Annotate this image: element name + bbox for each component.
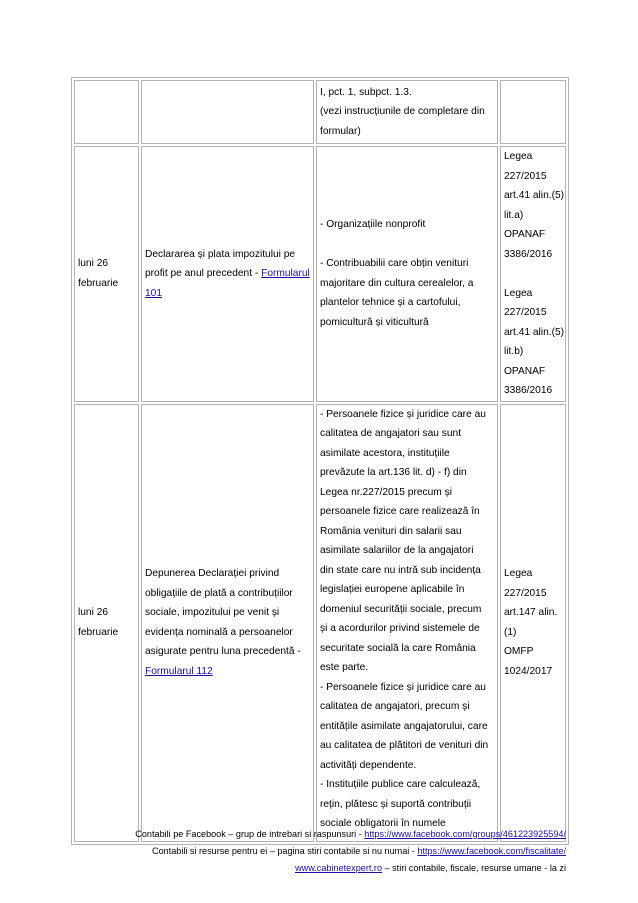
who-line: - Instituțiile publice care calculează,: [320, 779, 481, 790]
who-line: România venituri din salarii sau: [320, 525, 462, 537]
who-cell: [316, 404, 498, 842]
law-line: 227/2015: [504, 307, 547, 318]
law-cell: [500, 146, 566, 402]
law-line: 1024/2017: [504, 665, 553, 677]
who-line: este parte.: [320, 662, 369, 673]
obligations-table: [71, 77, 569, 845]
who-line: calitatea de angajatori sau sunt: [320, 428, 462, 439]
description-line: sociale, impozitului pe venit și: [145, 607, 280, 618]
who-line: entitățile asimilate angajatorului, care: [320, 720, 488, 732]
table-row: [74, 404, 566, 842]
date-cell: [74, 404, 139, 842]
date-cell: [74, 146, 139, 402]
who-line: I, pct. 1, subpct. 1.3.: [320, 86, 412, 98]
who-line: persoanele fizice care realizează în: [320, 506, 480, 517]
law-line: OMFP: [504, 646, 534, 657]
law-line: Legea: [504, 287, 533, 299]
law-cell: [500, 80, 566, 144]
description-line: asigurate pentru luna precedentă -: [145, 646, 301, 657]
facebook-page-link[interactable]: https://www.facebook.com/fiscalitate/: [417, 846, 566, 856]
law-line: OPANAF: [504, 365, 546, 377]
table-row: [74, 80, 566, 144]
law-line: art.41 alin.(5): [504, 326, 565, 338]
date-line: luni 26: [78, 258, 109, 270]
spacer: [504, 264, 562, 284]
law-line: lit.b): [504, 346, 524, 357]
who-line: asimilate salariilor de la angajatori: [320, 545, 474, 556]
law-line: 3386/2016: [504, 385, 553, 396]
who-line: formular): [320, 125, 361, 137]
law-cell: [500, 404, 566, 842]
who-line: plantelor tehnice și a cartofului,: [320, 297, 461, 309]
who-line: calitatea de angajatori, precum și: [320, 701, 470, 712]
who-cell: [316, 146, 498, 402]
law-line: (1): [504, 626, 517, 638]
who-line: rețin, plătesc și suportă contribuții: [320, 798, 472, 810]
law-line: art.41 alin.(5): [504, 190, 565, 201]
description-line: obligațiile de plată a contribuțiilor: [145, 587, 293, 599]
footer-text: Contabili pe Facebook – grup de intrebari si raspunsuri -: [135, 829, 365, 839]
who-line: activități dependente.: [320, 759, 417, 771]
who-line: - Persoanele fizice și juridice care au: [320, 408, 486, 420]
description-label: Declararea și plata impozitului pe profit pe anul precedent -: [145, 248, 296, 279]
who-cell: [316, 80, 498, 144]
page-footer: [135, 826, 566, 877]
law-line: Legea: [504, 151, 533, 162]
footer-text: Contabili si resurse pentru ei – pagina stiri contabile si nu numai -: [152, 846, 418, 856]
who-line: majoritare din cultura cerealelor, a: [320, 277, 474, 289]
who-line: securitate socială la care România: [320, 642, 476, 654]
date-line: luni 26: [78, 607, 109, 618]
who-line: - Contribuabilii care obțin venituri: [320, 258, 469, 270]
description-line: Depunerea Declarației privind: [145, 568, 280, 579]
law-line: Legea: [504, 568, 533, 579]
description-line: [145, 662, 310, 682]
who-line: prevăzute la art.136 lit. d) - f) din: [320, 467, 467, 478]
date-cell: [74, 80, 139, 144]
description-line: evidența nominală a persoanelor: [145, 626, 293, 638]
footer-line: [135, 860, 566, 877]
description-cell: [141, 80, 314, 144]
who-line: din state care nu intră sub incidența: [320, 564, 481, 576]
facebook-group-link[interactable]: https://www.facebook.com/groups/461223925594/: [364, 829, 566, 839]
law-line: 227/2015: [504, 587, 547, 599]
who-line: - Persoanele fizice și juridice care au: [320, 681, 486, 693]
law-line: 227/2015: [504, 170, 547, 182]
footer-text: – stiri contabile, fiscale, resurse umane - la zi: [382, 863, 566, 873]
who-line: legislației europene aplicabile în: [320, 584, 465, 595]
date-line: februarie: [78, 277, 119, 289]
formular-112-link[interactable]: Formularul 112: [145, 665, 213, 677]
formular-101-link[interactable]: Formularul 101: [145, 268, 310, 299]
who-line: - Organizațiile nonprofit: [320, 219, 426, 231]
spacer: [320, 235, 494, 255]
law-line: 3386/2016: [504, 248, 553, 260]
who-line: Legea nr.227/2015 precum și: [320, 486, 452, 498]
who-line: (vezi instrucțiunile de completare din: [320, 106, 485, 118]
description-cell: [141, 404, 314, 842]
who-line: domeniul securității sociale, precum: [320, 603, 482, 615]
website-link[interactable]: www.cabinetexpert.ro: [295, 863, 383, 873]
who-line: asimilate acestora, instituțiile: [320, 447, 450, 459]
who-line: pomicultură și viticultură: [320, 316, 429, 328]
who-line: au calitatea de plătitori de venituri din: [320, 740, 489, 751]
date-line: februarie: [78, 626, 119, 638]
who-line: și a acordurilor privind sistemele de: [320, 623, 480, 634]
table-row: [74, 146, 566, 402]
law-line: art.147 alin.: [504, 607, 558, 618]
description-cell: [141, 146, 314, 402]
law-line: lit.a): [504, 209, 524, 221]
footer-line: [135, 843, 566, 860]
description-text: [145, 245, 310, 304]
who-line: sociale obligatorii în numele: [320, 818, 446, 829]
law-line: OPANAF: [504, 229, 546, 240]
footer-line: [135, 826, 566, 843]
